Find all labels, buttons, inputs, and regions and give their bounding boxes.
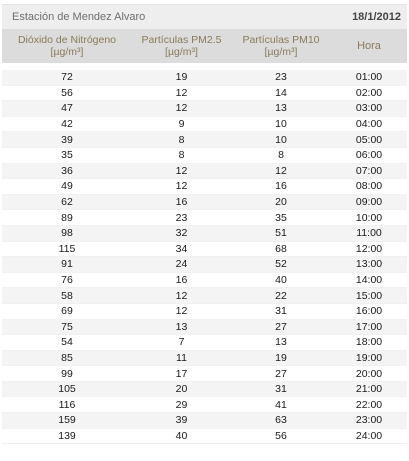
cell-hora: 21:00 [355,383,383,396]
cell-hora: 03:00 [355,102,383,115]
column-header-label: Hora [357,40,381,52]
cell-pm25: 34 [175,242,188,255]
table-body [2,70,407,444]
cell-hora: 10:00 [355,211,383,224]
table-row [2,335,407,351]
table-row [2,304,407,320]
column-header-unit: [µg/m³] [165,46,198,58]
cell-no2: 72 [61,71,73,84]
column-header-hora [331,40,407,52]
cell-pm10: 20 [275,196,287,209]
cell-no2: 62 [61,196,73,209]
table-row [2,320,407,336]
cell-pm10: 41 [275,398,287,411]
cell-pm25: 12 [175,164,188,177]
cell-hora: 12:00 [355,242,383,255]
column-header-no2 [2,34,132,58]
cell-hora: 05:00 [355,133,383,146]
cell-pm25: 7 [178,336,185,349]
cell-pm10: 16 [275,180,287,193]
cell-no2: 58 [61,289,73,302]
cell-pm10: 63 [275,414,287,427]
cell-hora: 08:00 [355,180,383,193]
cell-hora: 22:00 [355,398,383,411]
header-spacer [2,63,407,70]
table-row [2,397,407,413]
cell-hora: 23:00 [355,414,383,427]
cell-pm25: 11 [176,351,187,364]
column-header-label: Partículas PM2.5 [141,34,222,46]
table-row [2,226,407,242]
cell-pm25: 32 [175,227,188,240]
cell-pm25: 12 [175,102,188,115]
cell-no2: 69 [61,305,73,318]
cell-no2: 85 [61,351,73,364]
column-header-label: Dióxido de Nitrógeno [17,34,117,46]
table-row [2,273,407,289]
cell-no2: 115 [58,242,76,255]
cell-pm25: 40 [175,429,188,442]
cell-pm10: 13 [275,102,287,115]
table-row [2,257,407,273]
cell-hora: 19:00 [355,351,383,364]
table-row [2,288,407,304]
cell-no2: 39 [61,133,73,146]
cell-pm25: 8 [178,133,185,146]
cell-pm10: 10 [275,118,287,131]
cell-no2: 42 [61,118,73,131]
cell-no2: 35 [61,149,73,162]
cell-hora: 18:00 [355,336,383,349]
cell-pm10: 8 [278,149,284,162]
table-header [2,29,407,63]
title-bar [2,4,407,29]
cell-pm25: 17 [175,367,188,380]
cell-pm25: 12 [175,305,188,318]
table-row [2,117,407,133]
report-date: 18/1/2012 [352,11,401,23]
table-row [2,86,407,102]
cell-pm10: 22 [275,289,287,302]
cell-hora: 20:00 [355,367,383,380]
cell-no2: 89 [61,211,73,224]
cell-pm10: 68 [275,242,287,255]
cell-pm25: 12 [175,86,188,99]
cell-pm10: 56 [275,429,287,442]
table-row [2,413,407,429]
table-row [2,132,407,148]
cell-pm10: 10 [275,133,287,146]
cell-hora: 17:00 [355,320,383,333]
cell-pm10: 31 [275,383,287,396]
cell-pm10: 27 [275,320,287,333]
cell-pm25: 19 [175,71,188,84]
cell-pm25: 23 [175,211,188,224]
cell-hora: 06:00 [355,149,383,162]
cell-no2: 75 [61,320,73,333]
cell-pm25: 8 [178,149,185,162]
cell-no2: 54 [61,336,73,349]
table-row [2,382,407,398]
cell-pm25: 12 [175,180,188,193]
cell-pm10: 14 [275,86,287,99]
column-header-pm10 [231,34,331,58]
cell-pm10: 13 [275,336,287,349]
cell-pm25: 20 [175,383,188,396]
cell-pm10: 12 [275,164,287,177]
cell-hora: 15:00 [355,289,383,302]
column-header-unit: [µg/m³] [50,46,84,58]
cell-pm25: 16 [175,274,188,287]
cell-hora: 02:00 [355,86,383,99]
cell-pm10: 23 [275,71,287,84]
cell-no2: 91 [61,258,73,271]
cell-pm10: 35 [275,211,287,224]
cell-pm25: 29 [175,398,188,411]
cell-hora: 13:00 [355,258,383,271]
cell-no2: 139 [58,429,76,442]
table-row [2,351,407,367]
cell-pm25: 12 [175,289,188,302]
cell-pm10: 31 [275,305,287,318]
cell-hora: 24:00 [355,429,383,442]
table-row [2,101,407,117]
cell-hora: 07:00 [355,164,383,177]
table-row [2,210,407,226]
cell-no2: 99 [61,367,73,380]
cell-hora: 04:00 [355,118,383,131]
column-header-label: Partículas PM10 [242,34,320,46]
cell-pm10: 52 [275,258,287,271]
cell-hora: 14:00 [355,274,383,287]
cell-no2: 105 [58,383,76,396]
cell-pm25: 9 [178,118,185,131]
cell-no2: 76 [61,274,73,287]
cell-pm10: 40 [275,274,287,287]
cell-hora: 11:00 [356,227,382,240]
table-row [2,366,407,382]
cell-no2: 98 [61,227,73,240]
table-row [2,148,407,164]
cell-no2: 116 [58,398,76,411]
station-name: Estación de Mendez Alvaro [12,11,146,23]
cell-no2: 159 [58,414,76,427]
cell-pm25: 39 [175,414,188,427]
cell-pm25: 16 [175,196,188,209]
cell-no2: 36 [61,164,73,177]
cell-pm10: 51 [275,227,287,240]
table-row [2,195,407,211]
table-row [2,70,407,86]
table-row [2,429,407,445]
table-row [2,179,407,195]
cell-pm10: 19 [275,351,287,364]
cell-pm25: 13 [175,320,188,333]
cell-no2: 56 [61,86,73,99]
air-quality-panel [2,4,407,444]
table-row [2,164,407,180]
cell-no2: 49 [61,180,73,193]
cell-pm25: 24 [175,258,188,271]
cell-hora: 01:00 [355,71,383,84]
cell-hora: 16:00 [355,305,383,318]
cell-no2: 47 [61,102,73,115]
cell-pm10: 27 [275,367,287,380]
cell-hora: 09:00 [355,196,383,209]
column-header-pm25 [132,34,231,58]
column-header-unit: [µg/m³] [264,46,298,58]
table-row [2,242,407,258]
